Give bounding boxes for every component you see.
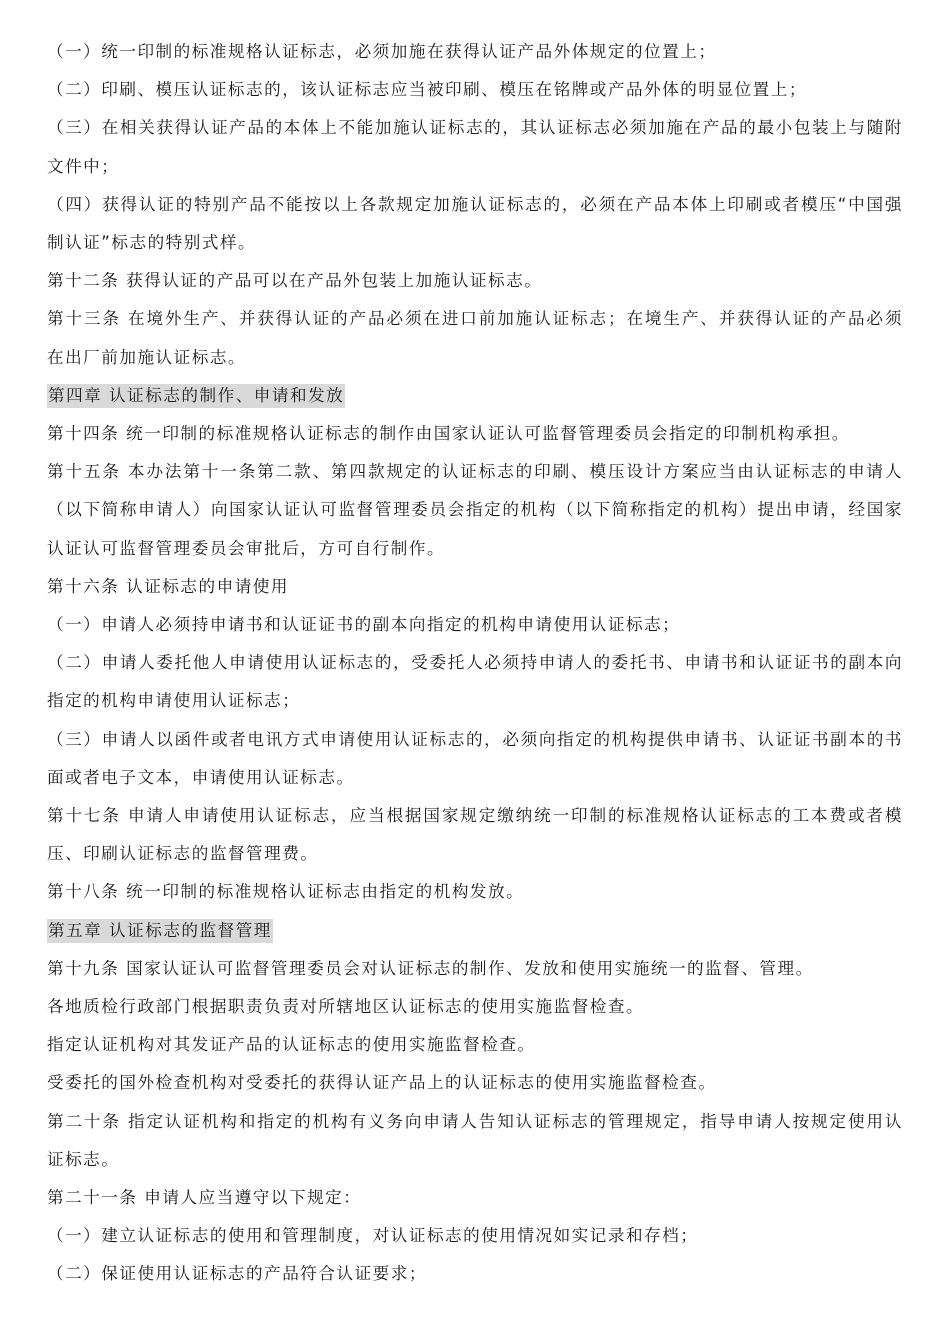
paragraph: （二）保证使用认证标志的产品符合认证要求； — [47, 1264, 427, 1284]
chapter-heading-row — [47, 912, 903, 950]
paragraph: 第二十条 指定认证机构和指定的机构有义务向申请人告知认证标志的管理规定，指导申请人按规定使用认证标志。 — [47, 1111, 903, 1169]
paragraph: 第十五条 本办法第十一条第二款、第四款规定的认证标志的印刷、模压设计方案应当由认证标志的申请人（以下简称申请人）向国家认证认可监督管理委员会指定的机构（以下简称指定的机构）提出申请，经国家认证认可监督管理委员会审批后，方可自行制作。 — [47, 462, 903, 558]
paragraph: 第十七条 申请人申请使用认证标志，应当根据国家规定缴纳统一印制的标准规格认证标志的工本费或者模压、印刷认证标志的监督管理费。 — [47, 806, 903, 864]
paragraph: 第十八条 统一印制的标准规格认证标志由指定的机构发放。 — [47, 882, 525, 902]
paragraph: （四）获得认证的特别产品不能按以上各款规定加施认证标志的，必须在产品本体上印刷或者模压“中国强制认证”标志的特别式样。 — [47, 194, 903, 253]
chapter-heading-row — [47, 377, 903, 415]
paragraph: （三）在相关获得认证产品的本体上不能加施认证标志的，其认证标志必须加施在产品的最小包装上与随附文件中； — [47, 118, 903, 176]
paragraph: （二）印刷、模压认证标志的，该认证标志应当被印刷、模压在铭牌或产品外体的明显位置上； — [47, 80, 807, 100]
paragraph: （一）建立认证标志的使用和管理制度，对认证标志的使用情况如实记录和存档； — [47, 1226, 699, 1246]
chapter-heading: 第四章 认证标志的制作、申请和发放 — [47, 384, 345, 408]
paragraph: 第十六条 认证标志的申请使用 — [47, 576, 289, 596]
paragraph: （一）统一印制的标准规格认证标志，必须加施在获得认证产品外体规定的位置上； — [47, 42, 717, 61]
paragraph: 第十二条 获得认证的产品可以在产品外包装上加施认证标志。 — [47, 271, 543, 291]
paragraph: 第十三条 在境外生产、并获得认证的产品必须在进口前加施认证标志；在境生产、并获得认证的产品必须在出厂前加施认证标志。 — [47, 309, 903, 367]
paragraph: 第二十一条 申请人应当遵守以下规定： — [47, 1188, 362, 1208]
paragraph: 各地质检行政部门根据职责负责对所辖地区认证标志的使用实施监督检查。 — [47, 997, 645, 1017]
paragraph: （二）申请人委托他人申请使用认证标志的，受委托人必须持申请人的委托书、申请书和认证证书的副本向指定的机构申请使用认证标志； — [47, 653, 903, 711]
document-page — [47, 33, 903, 1294]
paragraph: 第十四条 统一印制的标准规格认证标志的制作由国家认证认可监督管理委员会指定的印制机构承担。 — [47, 424, 850, 444]
paragraph: （三）申请人以函件或者电讯方式申请使用认证标志的，必须向指定的机构提供申请书、认证证书副本的书面或者电子文本，申请使用认证标志。 — [47, 729, 903, 787]
paragraph: 指定认证机构对其发证产品的认证标志的使用实施监督检查。 — [47, 1035, 536, 1055]
paragraph: 受委托的国外检查机构对受委托的获得认证产品上的认证标志的使用实施监督检查。 — [47, 1073, 717, 1093]
chapter-heading: 第五章 认证标志的监督管理 — [47, 919, 273, 943]
paragraph: 第十九条 国家认证认可监督管理委员会对认证标志的制作、发放和使用实施统一的监督、管理。 — [47, 958, 814, 978]
paragraph: （一）申请人必须持申请书和认证证书的副本向指定的机构申请使用认证标志； — [47, 615, 681, 635]
